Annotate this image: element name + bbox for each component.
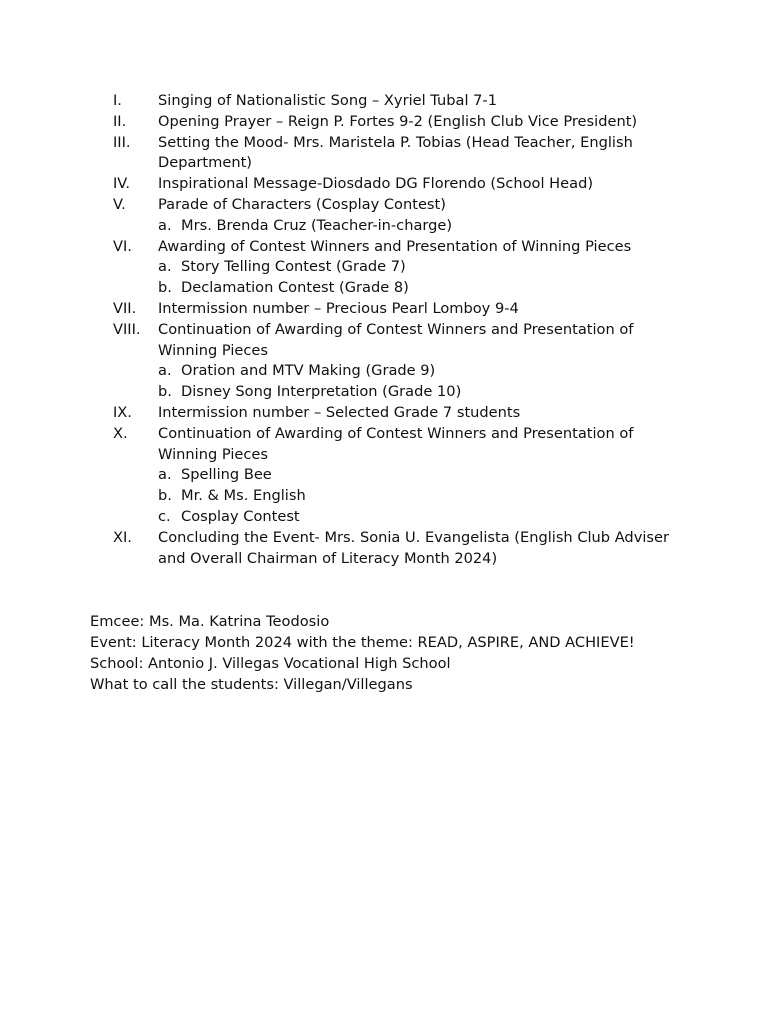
program-item xyxy=(113,91,673,112)
sub-item-text: Story Telling Contest (Grade 7) xyxy=(181,258,406,276)
program-item-body xyxy=(158,174,673,195)
program-item-body xyxy=(158,133,673,175)
sub-item-letter: b. xyxy=(158,383,172,401)
program-item-numeral: IV. xyxy=(113,175,131,193)
program-item xyxy=(113,299,673,320)
program-item-body xyxy=(158,403,673,424)
program-list xyxy=(113,91,673,569)
program-item-numeral: III. xyxy=(113,133,131,151)
program-item-numeral: VI. xyxy=(113,237,132,255)
program-item-text: Continuation of Awarding of Contest Winners and Presentation of Winning Pieces xyxy=(158,320,634,359)
program-item-text: Concluding the Event- Mrs. Sonia U. Evangelista (English Club Adviser and Overall Chairman of Literacy Month 2024) xyxy=(158,528,669,567)
program-item-body xyxy=(158,528,673,570)
sub-item-letter: a. xyxy=(158,258,172,276)
program-item xyxy=(113,237,673,299)
sub-item-letter: b. xyxy=(158,279,172,297)
students-line: What to call the students: Villegan/Villegans xyxy=(90,676,413,693)
sub-item xyxy=(158,361,673,382)
program-item xyxy=(113,195,673,237)
sub-item xyxy=(158,465,673,486)
sub-item-text: Cosplay Contest xyxy=(181,507,300,525)
emcee-line: Emcee: Ms. Ma. Katrina Teodosio xyxy=(90,613,330,630)
program-item-text: Opening Prayer – Reign P. Fortes 9-2 (English Club Vice President) xyxy=(158,112,638,130)
program-item-text: Singing of Nationalistic Song – Xyriel Tubal 7-1 xyxy=(158,92,497,109)
program-item-body xyxy=(158,112,673,133)
sub-list xyxy=(158,465,673,527)
program-item-numeral: V. xyxy=(113,195,126,213)
sub-item xyxy=(158,486,673,507)
program-item xyxy=(113,528,673,570)
program-item-text: Setting the Mood- Mrs. Maristela P. Tobias (Head Teacher, English Department) xyxy=(158,133,633,172)
program-item-body xyxy=(158,299,673,320)
program-item-body xyxy=(158,320,673,403)
program-item-text: Parade of Characters (Cosplay Contest) xyxy=(158,195,446,213)
program-item-text: Continuation of Awarding of Contest Winners and Presentation of Winning Pieces xyxy=(158,424,634,463)
sub-list xyxy=(158,361,673,403)
sub-item-text: Declamation Contest (Grade 8) xyxy=(181,279,409,297)
program-item xyxy=(113,133,673,175)
program-item-text: Intermission number – Precious Pearl Lomboy 9-4 xyxy=(158,299,519,317)
program-item xyxy=(113,112,673,133)
sub-item-text: Mrs. Brenda Cruz (Teacher-in-charge) xyxy=(181,216,453,234)
sub-item xyxy=(158,382,673,403)
program-item-body xyxy=(158,91,673,112)
program-item xyxy=(113,424,673,528)
sub-item-text: Spelling Bee xyxy=(181,466,272,484)
program-item xyxy=(113,320,673,403)
school-line: School: Antonio J. Villegas Vocational High School xyxy=(90,655,451,672)
program-item-body xyxy=(158,237,673,299)
sub-item-letter: b. xyxy=(158,487,172,505)
program-item-numeral: IX. xyxy=(113,403,132,421)
sub-item-letter: a. xyxy=(158,466,172,484)
program-item-body xyxy=(158,424,673,528)
program-item-numeral: XI. xyxy=(113,528,132,546)
sub-item-letter: a. xyxy=(158,362,172,380)
program-item-numeral: VII. xyxy=(113,299,137,317)
sub-list xyxy=(158,257,673,299)
program-item-numeral: II. xyxy=(113,112,127,130)
sub-item xyxy=(158,278,673,299)
program-item-numeral: VIII. xyxy=(113,320,141,338)
program-item-numeral: I. xyxy=(113,92,122,109)
program-item-body xyxy=(158,195,673,237)
program-item xyxy=(113,174,673,195)
sub-item-text: Mr. & Ms. English xyxy=(181,487,306,505)
sub-item-letter: a. xyxy=(158,216,172,234)
program-item-text: Intermission number – Selected Grade 7 students xyxy=(158,403,521,421)
sub-item-letter: c. xyxy=(158,507,171,525)
sub-item xyxy=(158,507,673,528)
program-item-text: Inspirational Message-Diosdado DG Florendo (School Head) xyxy=(158,175,594,193)
sub-item xyxy=(158,216,673,237)
program-item-numeral: X. xyxy=(113,424,128,442)
sub-list xyxy=(158,216,673,237)
program-item xyxy=(113,403,673,424)
program-item-text: Awarding of Contest Winners and Presentation of Winning Pieces xyxy=(158,237,632,255)
sub-item-text: Oration and MTV Making (Grade 9) xyxy=(181,362,436,380)
event-line: Event: Literacy Month 2024 with the theme: READ, ASPIRE, AND ACHIEVE! xyxy=(90,634,635,651)
event-details xyxy=(90,611,730,695)
sub-item xyxy=(158,257,673,278)
sub-item-text: Disney Song Interpretation (Grade 10) xyxy=(181,383,462,401)
